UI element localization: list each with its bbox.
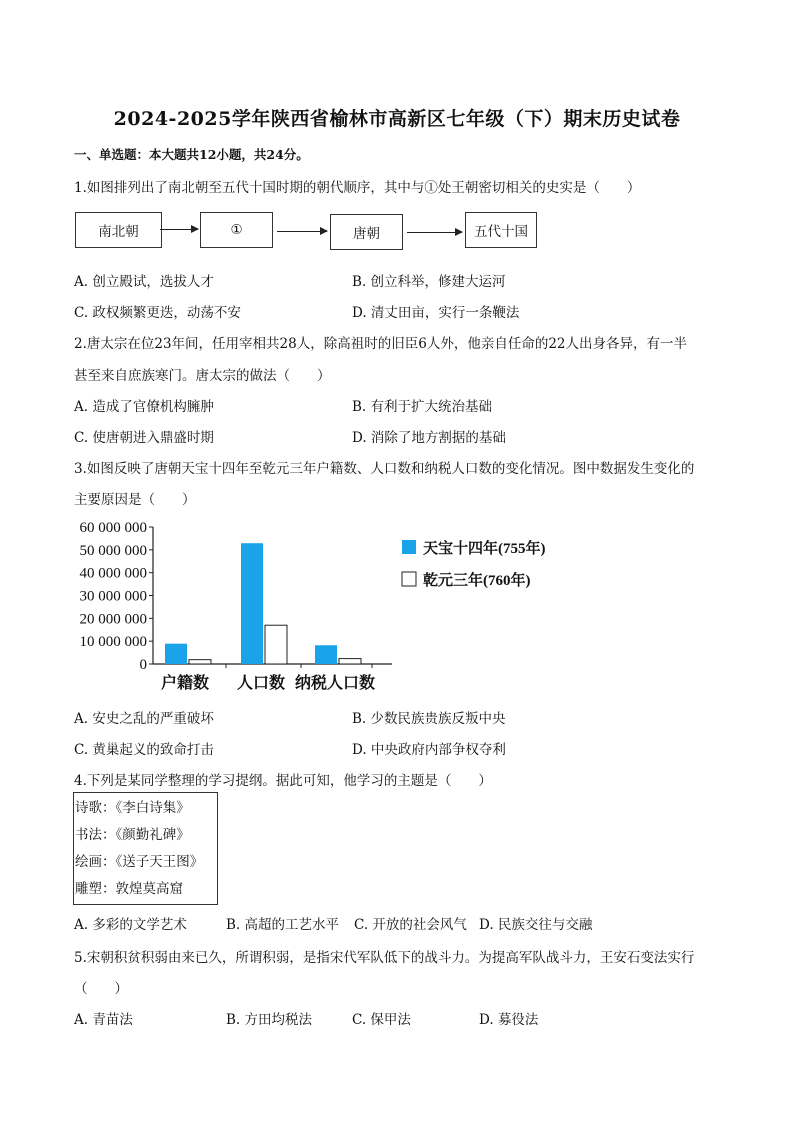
legend-swatch (402, 572, 416, 586)
q5-option-a: A. 青苗法 (74, 1012, 133, 1028)
x-category-label: 人口数 (236, 675, 286, 692)
legend-swatch (402, 540, 416, 554)
q2-option-c: C. 使唐朝进入鼎盛时期 (74, 430, 214, 446)
bar-tianbao (241, 543, 263, 664)
y-tick-label: 60 000 000 (79, 520, 147, 536)
q3-stem-line1: 3.如图反映了唐朝天宝十四年至乾元三年户籍数、人口数和纳税人口数的变化情况。图中数据发生变化的 (74, 461, 695, 477)
page-title: 2024-2025学年陕西省榆林市高新区七年级（下）期末历史试卷 (113, 108, 681, 130)
q5-option-b: B. 方田均税法 (226, 1012, 313, 1028)
flow-arrow-icon (160, 229, 198, 230)
q3-stem-line2: 主要原因是（ ） (74, 492, 196, 508)
q2-stem-line2: 甚至来自庶族寒门。唐太宗的做法（ ） (74, 368, 331, 384)
y-tick-label: 10 000 000 (79, 634, 147, 651)
q1-stem: 1.如图排列出了南北朝至五代十国时期的朝代顺序，其中与①处王朝密切相关的史实是（ ） (74, 180, 641, 196)
bar-tianbao (165, 644, 187, 664)
legend-label: 乾元三年(760年) (423, 573, 531, 589)
outline-line-painting: 绘画：《送子天王图》 (75, 854, 204, 870)
bar-tianbao (315, 645, 337, 664)
y-tick-label: 20 000 000 (79, 611, 147, 628)
flow-box-nanbeichao: 南北朝 (75, 212, 162, 248)
q1-option-d: D. 清丈田亩，实行一条鞭法 (352, 305, 520, 321)
q5-option-c: C. 保甲法 (352, 1012, 411, 1028)
bar-qianyuan (189, 660, 211, 664)
flow-arrow-icon (407, 232, 462, 233)
q2-option-d: D. 消除了地方割据的基础 (352, 430, 506, 446)
outline-line-poetry: 诗歌：《李白诗集》 (75, 800, 190, 816)
bar-qianyuan (265, 625, 287, 664)
q5-stem-line2: （ ） (74, 981, 128, 997)
q2-option-b: B. 有利于扩大统治基础 (352, 399, 493, 415)
outline-line-sculpture: 雕塑：敦煌莫高窟 (75, 881, 183, 897)
q4-option-d: D. 民族交往与交融 (479, 917, 593, 933)
q3-option-c: C. 黄巢起义的致命打击 (74, 742, 214, 758)
q4-option-a: A. 多彩的文学艺术 (74, 917, 187, 933)
q1-option-b: B. 创立科举，修建大运河 (352, 274, 506, 290)
q2-stem-line1: 2.唐太宗在位23年间，任用宰相共28人，除高祖时的旧臣6人外，他亲自任命的22人出身各异，有一半 (74, 336, 688, 352)
x-category-label: 纳税人口数 (294, 675, 376, 692)
y-tick-label: 30 000 000 (79, 588, 147, 605)
y-tick-label: 50 000 000 (79, 542, 147, 559)
q2-option-a: A. 造成了官僚机构臃肿 (74, 399, 214, 415)
flow-box-tang: 唐朝 (330, 214, 403, 250)
q5-stem-line1: 5.宋朝积贫积弱由来已久，所谓积弱，是指宋代军队低下的战斗力。为提高军队战斗力，王安石变法实行 (74, 950, 695, 966)
flow-box-wudai: 五代十国 (465, 212, 537, 248)
q1-option-c: C. 政权频繁更迭，动荡不安 (74, 305, 241, 321)
q3-option-d: D. 中央政府内部争权夺利 (352, 742, 506, 758)
bar-chart (60, 515, 560, 700)
bar-qianyuan (339, 659, 361, 664)
q4-stem: 4.下列是某同学整理的学习提纲。据此可知，他学习的主题是（ ） (74, 773, 492, 789)
flow-arrow-icon (277, 231, 327, 232)
q3-option-a: A. 安史之乱的严重破坏 (74, 711, 214, 727)
q4-option-b: B. 高超的工艺水平 (226, 917, 340, 933)
x-category-label: 户籍数 (160, 675, 210, 692)
y-tick-label: 40 000 000 (79, 565, 147, 582)
q1-option-a: A. 创立殿试，选拔人才 (74, 274, 214, 290)
q5-option-d: D. 募役法 (479, 1012, 539, 1028)
flow-box-blank: ① (200, 212, 273, 248)
q4-option-c: C. 开放的社会风气 (354, 917, 467, 933)
q3-option-b: B. 少数民族贵族反叛中央 (352, 711, 506, 727)
section-heading: 一、单选题：本大题共12小题，共24分。 (74, 147, 309, 162)
legend-label: 天宝十四年(755年) (423, 541, 546, 557)
y-tick-label: 0 (139, 657, 147, 673)
outline-line-calligraphy: 书法：《颜勤礼碑》 (75, 827, 190, 843)
